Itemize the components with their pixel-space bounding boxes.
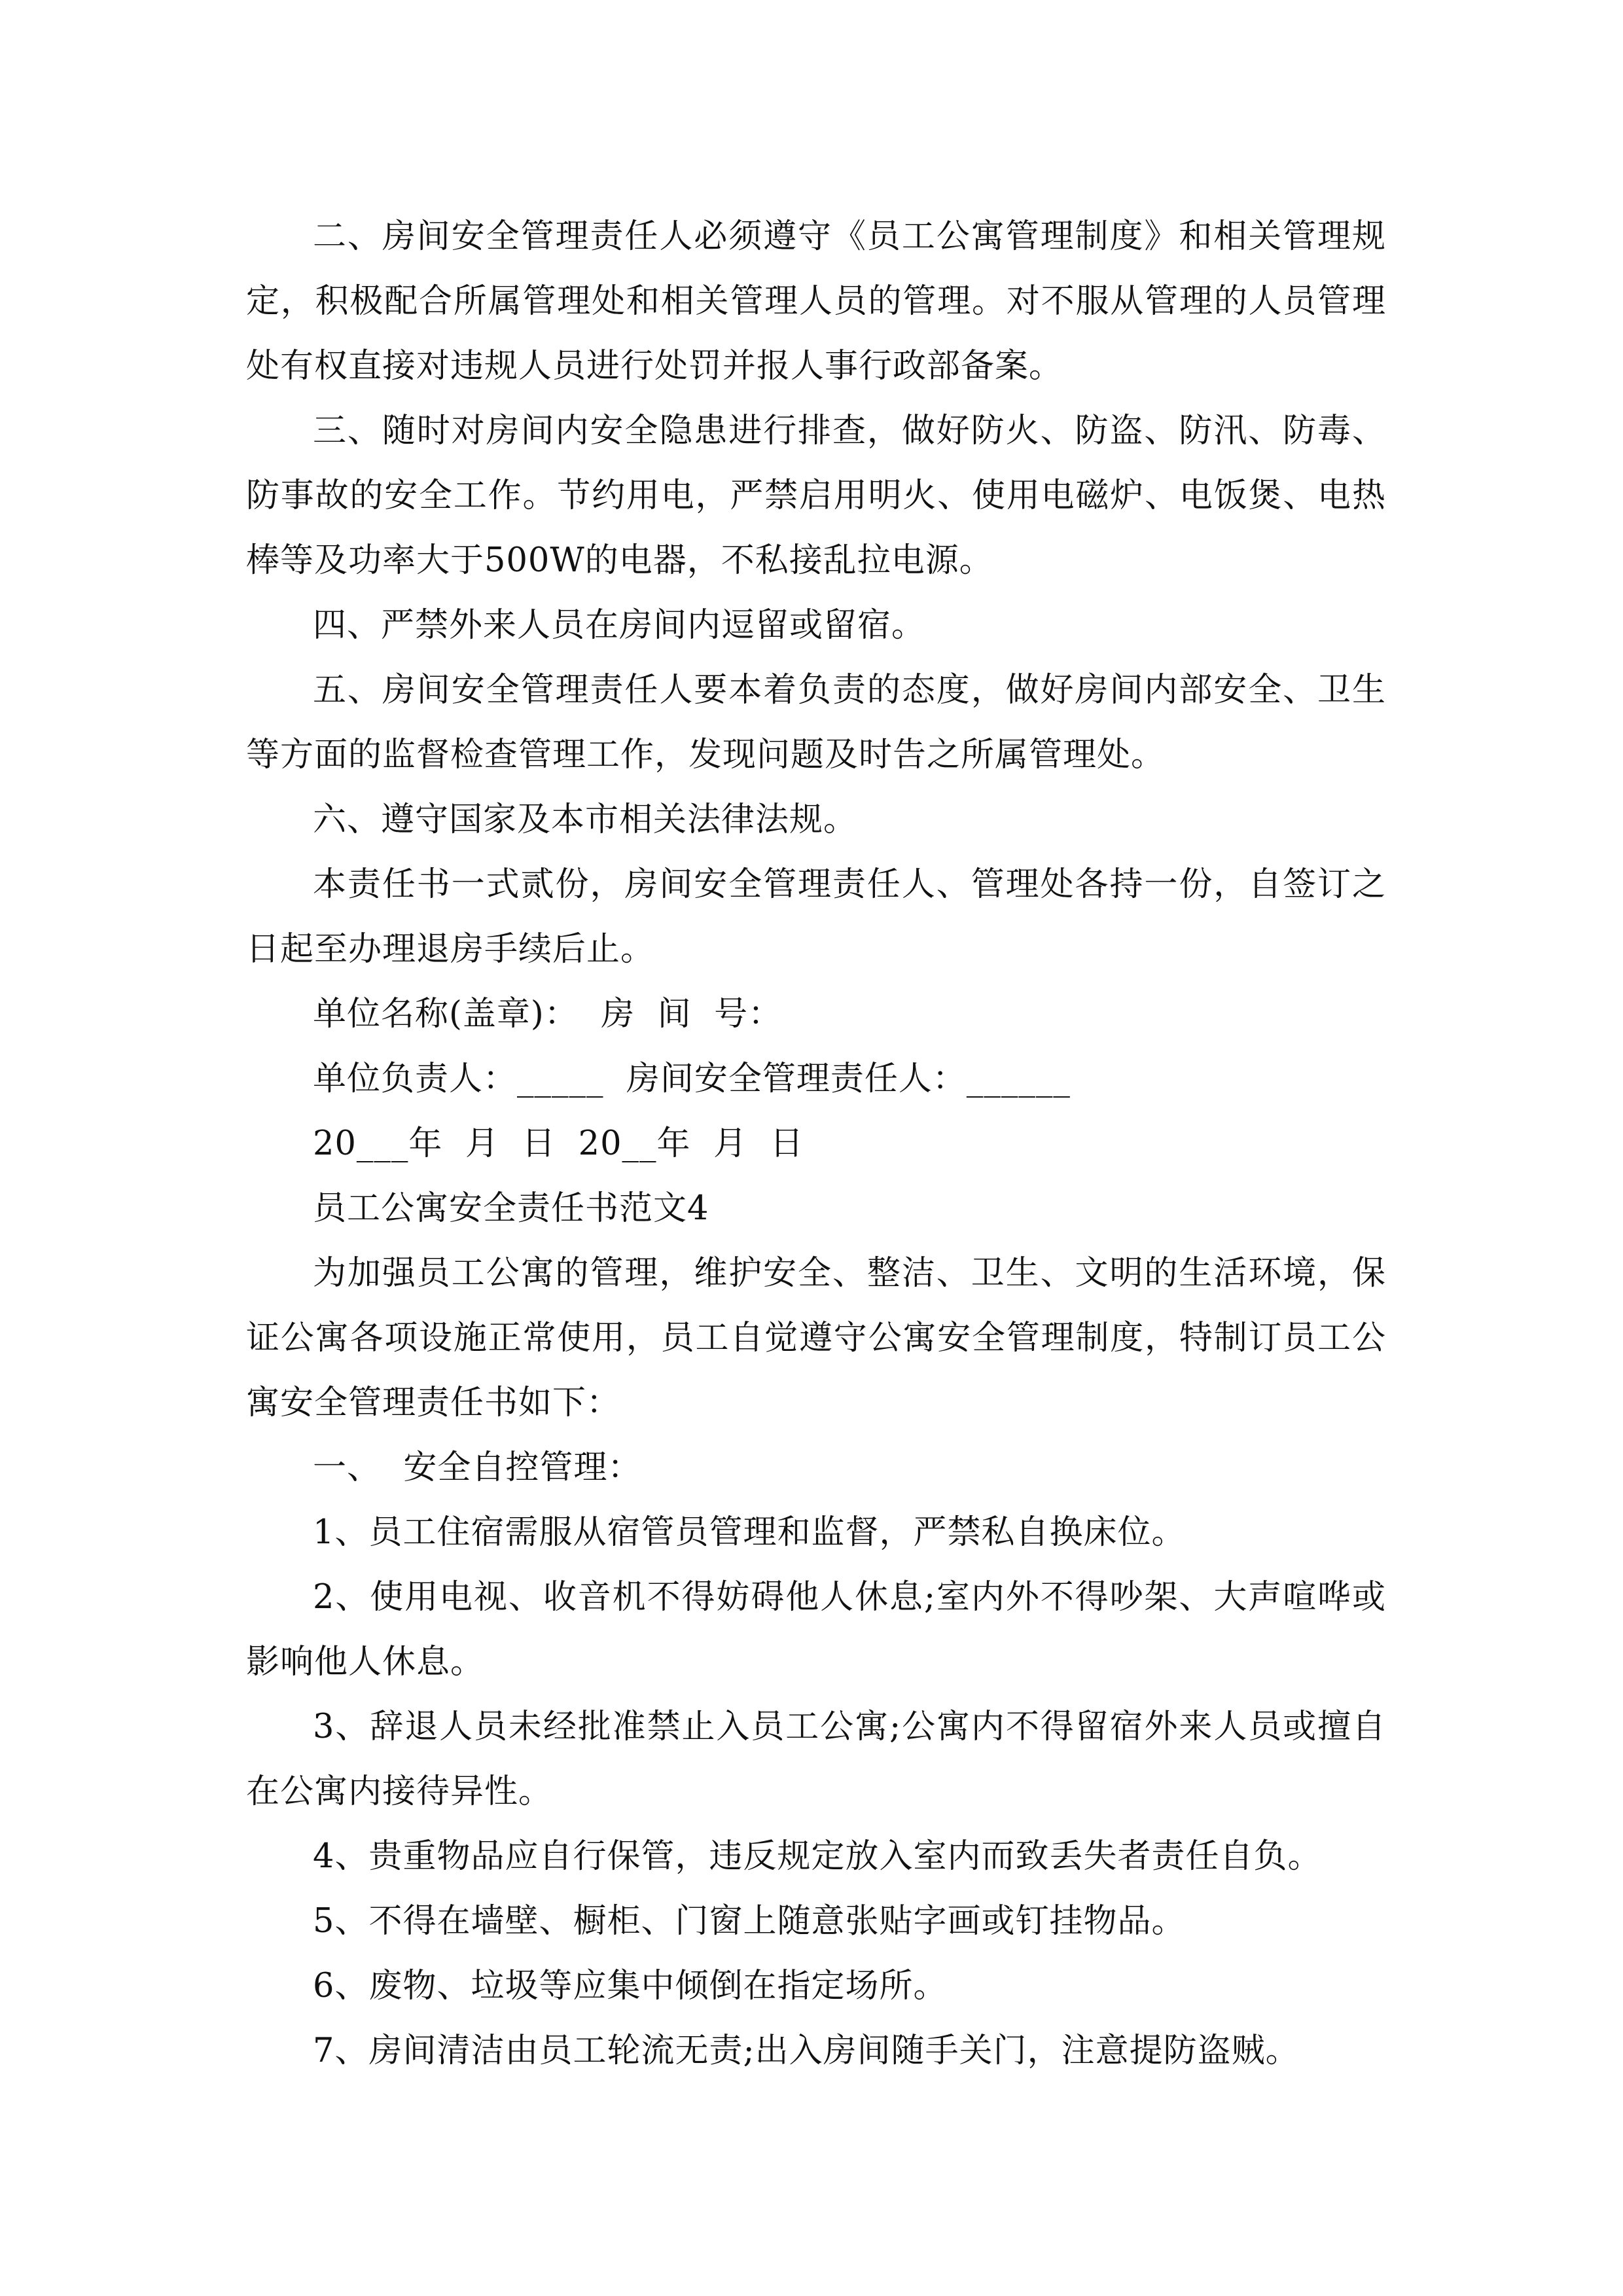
paragraph-6: 六、遵守国家及本市相关法律法规。 bbox=[313, 800, 858, 839]
paragraph-4: 四、严禁外来人员在房间内逗留或留宿。 bbox=[313, 606, 926, 645]
document-body bbox=[246, 204, 1386, 2083]
rule-item-3: 3、辞退人员未经批准禁止入员工公寓;公寓内不得留宿外来人员或擅自在公寓内接待异性。 bbox=[246, 1708, 1386, 1811]
rule-item-7: 7、房间清洁由员工轮流无责;出入房间随手关门，注意提防盗贼。 bbox=[313, 2032, 1300, 2070]
rule-item-2: 2、使用电视、收音机不得妨碍他人休息;室内外不得吵架、大声喧哗或影响他人休息。 bbox=[246, 1578, 1386, 1681]
rule-item-5: 5、不得在墙壁、橱柜、门窗上随意张贴字画或钉挂物品。 bbox=[313, 1902, 1186, 1941]
paragraph-3: 三、随时对房间内安全隐患进行排查，做好防火、防盗、防汛、防毒、防事故的安全工作。节约用电，严禁启用明火、使用电磁炉、电饭煲、电热棒等及功率大于500W的电器，不私接乱拉电源。 bbox=[246, 412, 1386, 580]
date-line: 20___年 月 日 20__年 月 日 bbox=[313, 1124, 804, 1163]
intro-paragraph: 为加强员工公寓的管理，维护安全、整洁、卫生、文明的生活环境，保证公寓各项设施正常使用，员工自觉遵守公寓安全管理制度，特制订员工公寓安全管理责任书如下： bbox=[246, 1254, 1386, 1422]
section-title: 员工公寓安全责任书范文4 bbox=[313, 1189, 709, 1228]
paragraph-5: 五、房间安全管理责任人要本着负责的态度，做好房间内部安全、卫生等方面的监督检查管理工作，发现问题及时告之所属管理处。 bbox=[246, 671, 1386, 774]
signatory-line: 单位负责人：_____ 房间安全管理责任人：______ bbox=[313, 1060, 1071, 1098]
copies-statement: 本责任书一式贰份，房间安全管理责任人、管理处各持一份，自签订之日起至办理退房手续后止。 bbox=[246, 865, 1386, 969]
rule-item-1: 1、员工住宿需服从宿管员管理和监督，严禁私自换床位。 bbox=[313, 1513, 1186, 1552]
rule-item-4: 4、贵重物品应自行保管，违反规定放入室内而致丢失者责任自负。 bbox=[313, 1837, 1322, 1876]
paragraph-2: 二、房间安全管理责任人必须遵守《员工公寓管理制度》和相关管理规定，积极配合所属管理处和相关管理人员的管理。对不服从管理的人员管理处有权直接对违规人员进行处罚并报人事行政部备案。 bbox=[246, 217, 1386, 386]
unit-name-line: 单位名称(盖章)： 房 间 号： bbox=[313, 995, 783, 1033]
rule-item-6: 6、废物、垃圾等应集中倾倒在指定场所。 bbox=[313, 1967, 948, 2005]
section-heading-1: 一、 安全自控管理： bbox=[313, 1448, 642, 1487]
